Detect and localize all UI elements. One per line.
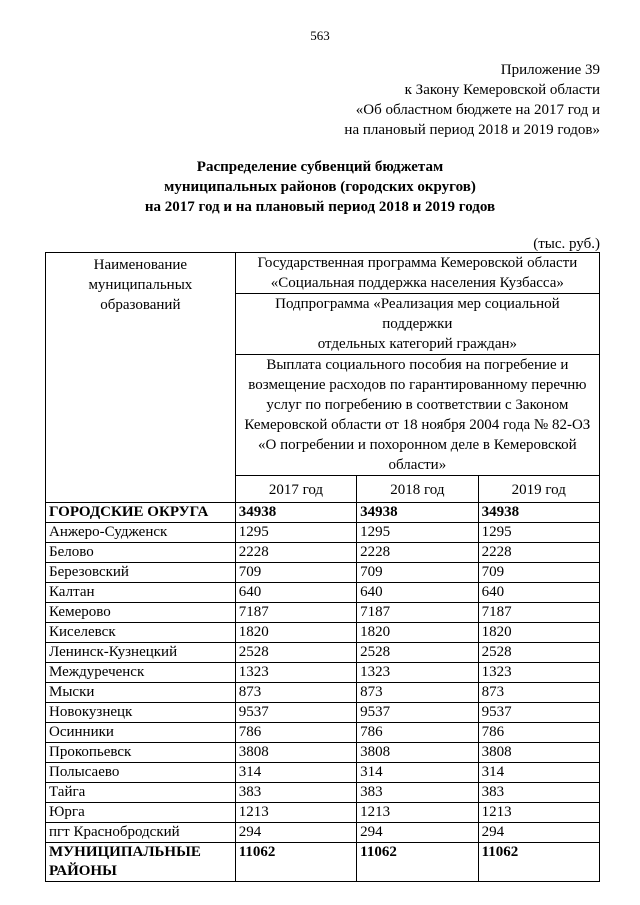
cell-2018: 1820 [357,623,478,643]
row-name: Прокопьевск [46,743,236,763]
table-row [46,583,600,603]
year-header-2018: 2018 год [357,476,478,503]
cell-2018: 294 [357,823,478,843]
header-line: муниципальных [88,277,193,293]
header-line: Выплата социального пособия на погребение и [266,357,569,373]
subsidy-table [45,252,600,882]
header-line: «О погребении и похоронном деле в Кемеровской [258,437,577,453]
cell-2019: 314 [478,763,599,783]
header-row-program [46,253,600,294]
table-row [46,683,600,703]
cell-2019: 1295 [478,523,599,543]
cell-2017: 1295 [235,523,356,543]
cell-2018: 1213 [357,803,478,823]
table-row [46,643,600,663]
cell-2019: 1213 [478,803,599,823]
row-name: Киселевск [46,623,236,643]
program-header [235,253,599,294]
group-row-city-districts [46,503,600,523]
header-line: Подпрограмма «Реализация мер социальной поддержки [275,296,560,332]
cell-2019: 383 [478,783,599,803]
cell-2018: 34938 [357,503,478,523]
row-name: Калтан [46,583,236,603]
row-name: Анжеро-Судженск [46,523,236,543]
row-name: Кемерово [46,603,236,623]
year-header-2019: 2019 год [478,476,599,503]
cell-2017: 786 [235,723,356,743]
cell-2019: 34938 [478,503,599,523]
header-line: образований [100,297,181,313]
cell-2017: 7187 [235,603,356,623]
row-name: Юрга [46,803,236,823]
table-row [46,563,600,583]
header-line: отдельных категорий граждан» [317,336,517,352]
cell-2018: 314 [357,763,478,783]
cell-2018: 2528 [357,643,478,663]
appendix-line: на плановый период 2018 и 2019 годов» [344,122,600,138]
row-name: Междуреченск [46,663,236,683]
cell-2019: 1323 [478,663,599,683]
appendix-line: «Об областном бюджете на 2017 год и [355,102,600,118]
cell-2018: 2228 [357,543,478,563]
header-line: «Социальная поддержка населения Кузбасса» [270,275,564,291]
group-row-municipal-districts [46,843,600,882]
year-header-2017: 2017 год [235,476,356,503]
cell-2017: 709 [235,563,356,583]
cell-2018: 640 [357,583,478,603]
cell-2017: 640 [235,583,356,603]
cell-2018: 709 [357,563,478,583]
row-name [46,843,236,882]
cell-2018: 3808 [357,743,478,763]
appendix-line: к Закону Кемеровской области [404,82,600,98]
measure-header [235,355,599,476]
header-line: Наименование [93,257,188,273]
table-row [46,603,600,623]
cell-2019: 1820 [478,623,599,643]
appendix-note [344,60,600,140]
cell-2018: 7187 [357,603,478,623]
cell-2017: 34938 [235,503,356,523]
label-line: РАЙОНЫ [49,863,117,879]
cell-2017: 1323 [235,663,356,683]
cell-2018: 786 [357,723,478,743]
table-row [46,783,600,803]
row-name: Тайга [46,783,236,803]
units-label: (тыс. руб.) [533,236,600,252]
row-name: Белово [46,543,236,563]
table-row [46,723,600,743]
header-line: услуг по погребению в соответствии с Законом [266,397,569,413]
cell-2019: 640 [478,583,599,603]
cell-2018: 383 [357,783,478,803]
cell-2017: 314 [235,763,356,783]
cell-2019: 3808 [478,743,599,763]
cell-2017: 294 [235,823,356,843]
cell-2018: 873 [357,683,478,703]
cell-2019: 294 [478,823,599,843]
table-row [46,803,600,823]
cell-2019: 873 [478,683,599,703]
document-title [0,157,640,217]
title-line: Распределение субвенций бюджетам [196,159,444,175]
cell-2017: 2228 [235,543,356,563]
table-row [46,523,600,543]
cell-2019: 786 [478,723,599,743]
subprogram-header [235,294,599,355]
row-name: Мыски [46,683,236,703]
cell-2017: 873 [235,683,356,703]
table-row [46,763,600,783]
table-row [46,743,600,763]
label-line: МУНИЦИПАЛЬНЫЕ [49,844,201,860]
cell-2019: 2528 [478,643,599,663]
name-column-header [46,253,236,503]
cell-2017: 1820 [235,623,356,643]
cell-2017: 3808 [235,743,356,763]
row-name: Полысаево [46,763,236,783]
cell-2018: 9537 [357,703,478,723]
table-row [46,703,600,723]
row-name: Березовский [46,563,236,583]
row-name: Новокузнецк [46,703,236,723]
cell-2017: 2528 [235,643,356,663]
appendix-line: Приложение 39 [500,62,600,78]
cell-2019: 2228 [478,543,599,563]
header-line: области» [388,457,447,473]
row-name: Осинники [46,723,236,743]
row-name: ГОРОДСКИЕ ОКРУГА [46,503,236,523]
title-line: на 2017 год и на плановый период 2018 и 2019 годов [144,199,496,215]
cell-2018: 11062 [357,843,478,882]
header-line: возмещение расходов по гарантированному перечню [248,377,587,393]
table-row [46,823,600,843]
row-name: пгт Краснобродский [46,823,236,843]
title-line: муниципальных районов (городских округов) [164,179,476,195]
cell-2018: 1295 [357,523,478,543]
cell-2019: 11062 [478,843,599,882]
cell-2017: 9537 [235,703,356,723]
header-line: Государственная программа Кемеровской области [257,255,578,271]
table-row [46,663,600,683]
cell-2019: 7187 [478,603,599,623]
header-line: Кемеровской области от 18 ноября 2004 года № 82-ОЗ [244,417,591,433]
table-row [46,623,600,643]
cell-2017: 1213 [235,803,356,823]
row-name: Ленинск-Кузнецкий [46,643,236,663]
cell-2019: 709 [478,563,599,583]
page-number: 563 [310,28,330,43]
cell-2018: 1323 [357,663,478,683]
table-row [46,543,600,563]
cell-2017: 11062 [235,843,356,882]
cell-2017: 383 [235,783,356,803]
cell-2019: 9537 [478,703,599,723]
